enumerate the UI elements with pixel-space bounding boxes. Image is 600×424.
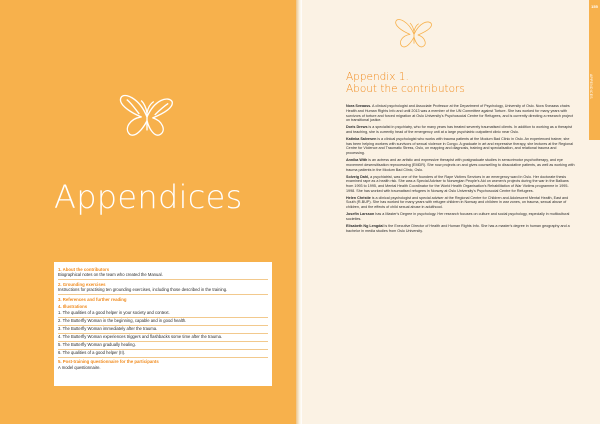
appendix-subtitle: About the contributors	[346, 82, 465, 95]
bio-text: A clinical psychologist and Associate Professor at the Department of Psychology, University of Oslo. Nora Sveaass chairs Health and Human Rights Info and until 2013 was a member of the UN Committee against Torture. She has worked for many years with survivors of torture and forced migration at Oslo University's Psychosocial Centre for Refugees, and is currently directing a research project on transitional justice.	[346, 104, 573, 123]
butterfly-icon	[118, 88, 176, 142]
bio-paragraph	[346, 196, 576, 210]
bio-paragraph	[346, 224, 576, 234]
bio-text: is an actress and an artistic and expressive therapist with postgraduate studies in sensorimotor psychotherapy, and eye movement desensitisation reprocessing (EMDR). She now projects on and gives counselling to dissociative patients, as well as working with trauma patients in the Modum Bad Clinic, Oslo.	[346, 158, 575, 172]
bio-name: Nora Sveaass.	[346, 104, 372, 108]
toc-heading: 5. Post-training questionnaire for the participants	[58, 359, 159, 365]
bio-paragraph	[346, 125, 576, 135]
bio-text: a psychiatrist, was one of the founders of the Rape Victims Services in an emergency ward in Oslo. Her doctorate thesis examined rape as a health risk. She was a Special Adviser to Norwegian People's Aid on women's projects during the war in the Balkans from 1993 to 1995, and Mental Health Coordinator for the World Health Organisation's Rehabilitation of War Victims programme in 1995-1998. She has worked with traumatised refugees in Norway at Oslo University's Psychosocial Centre for Refugees.	[346, 174, 569, 193]
appendix-title	[346, 72, 465, 95]
toc-heading: 3. References and further reading	[58, 296, 127, 302]
toc-line: 6. The qualities of a good helper (II).	[58, 350, 268, 358]
right-page	[302, 0, 600, 424]
bio-text: is a clinical psychologist who works with trauma patients at the Modum Bad Clinic in Oslo. An experienced trainer, she has been helping workers with survivors of sexual violence in Congo. A graduate in art and expressive therapy, she lectures at the Regional Centre for Violence and Traumatic Stress, Oslo, on mapping and diagnosis, training and specialisation, and relational trauma and processing.	[346, 136, 574, 156]
appendix-contents-box	[54, 262, 272, 386]
toc-heading: 2. Grounding exercises	[58, 281, 106, 287]
toc-line: 1. The qualities of a good helper in your society and context.	[58, 310, 268, 318]
bio-name: Solveig Dahl,	[346, 174, 370, 179]
bio-paragraph	[346, 104, 576, 123]
appendix-number: Appendix 1.	[346, 71, 409, 83]
toc-line: 2. The Butterfly Woman in the beginning, capable and in good health.	[58, 318, 268, 326]
bio-text: has a Master's Degree in psychology. Her research focuses on culture and social psychology, especially in multicultural societies.	[346, 212, 570, 221]
toc-line: 4. The Butterfly Woman experiences triggers and flashbacks some time after the trauma.	[58, 334, 268, 342]
toc-line: 5. The Butterfly Woman gradually healing.	[58, 342, 268, 350]
butterfly-icon	[394, 14, 434, 52]
toc-line: Instructions for practising ten grounding exercises, including those described in the training.	[58, 287, 268, 295]
toc-heading: 1. About the contributors	[58, 266, 110, 272]
bio-name: Elisabeth Ng Lengdal	[346, 223, 384, 228]
left-page	[0, 0, 296, 424]
side-tab-label: APPENDICES	[589, 74, 593, 99]
bio-name: Josefin Larsson	[346, 212, 375, 217]
chapter-side-tab	[589, 0, 600, 140]
appendices-title: Appendices	[54, 178, 243, 216]
bio-name: Doris Drews	[346, 125, 368, 130]
toc-heading: 4. Illustrations	[58, 304, 88, 310]
toc-line: Biographical notes on the team who created the Manual.	[58, 272, 268, 280]
bio-paragraph	[346, 175, 576, 194]
bio-name: Annika With	[346, 158, 368, 163]
page-number: 155	[591, 4, 598, 9]
bio-name: Helen Christie	[346, 195, 371, 200]
bio-paragraph	[346, 212, 576, 222]
contributor-bios	[346, 104, 576, 236]
bio-paragraph	[346, 158, 576, 172]
bio-paragraph	[346, 137, 576, 156]
bio-name: Katinka Salvesen	[346, 136, 377, 141]
toc-line: A model questionnaire.	[58, 364, 101, 370]
bio-text: is a clinical psychologist and special adviser at the Regional Centre for Children and Adolescent Mental Health, East and South (R-BUP). She has worked for many years with refugee children in Norway and children in war zones, on trauma, sexual abuse of children, and the effects of child sexual abuse in adulthood.	[346, 195, 569, 210]
toc-line: 3. The Butterfly Woman immediately after the trauma.	[58, 326, 268, 334]
bio-text: is a specialist in psychiatry, who for many years has treated severely traumatised clients. In addition to working as a therapist and teaching, she is currently head of the emergency unit at a large psychiatric outpatient clinic near Oslo.	[346, 125, 573, 134]
bio-text: is the Executive Director of Health and Human Rights Info. She has a master's degree in human geography and a bachelor in media studies from Oslo University.	[346, 223, 570, 233]
